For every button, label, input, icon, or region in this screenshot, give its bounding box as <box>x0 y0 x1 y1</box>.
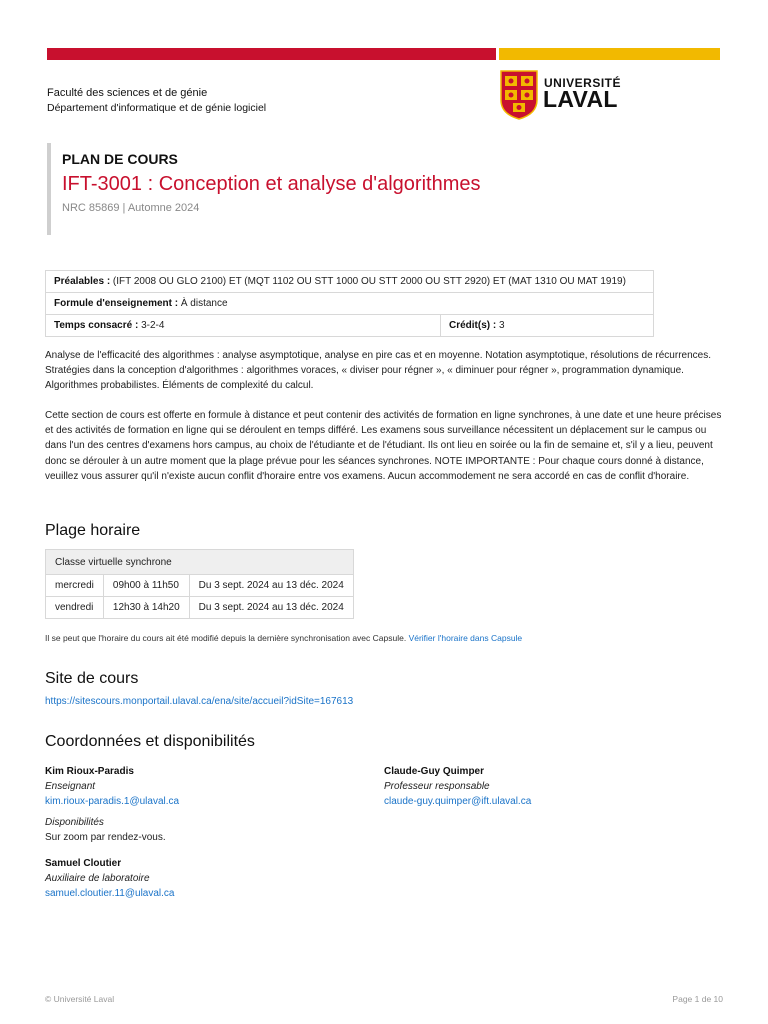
course-site-heading: Site de cours <box>45 670 139 687</box>
prereq-label: Préalables : <box>54 276 111 287</box>
course-site-link[interactable]: https://sitescours.monportail.ulaval.ca/ena/site/accueil?idSite=167613 <box>45 696 354 707</box>
crest-icon <box>500 70 538 120</box>
contact-name: Kim Rioux-Paradis <box>45 766 134 777</box>
schedule-heading: Plage horaire <box>45 522 141 539</box>
course-description: Analyse de l'efficacité des algorithmes : analyse asymptotique, analyse en pire cas et en moyenne. Notation asymptotique, résolutions de récurrences. Stratégies dans la conception d'algorithmes : algorithmes voraces, « diviser pour régner », « diminuer pour régner », programmation dynamique. Algorithmes probabilistes. Éléments de complexité du calcul. <box>45 350 711 392</box>
contact-role: Professeur responsable <box>384 781 490 792</box>
credits-cell <box>441 315 654 337</box>
header-bar-red <box>47 48 496 60</box>
availability-block <box>45 815 166 845</box>
contact-card <box>384 764 531 809</box>
contact-role: Auxiliaire de laboratoire <box>45 873 150 884</box>
contact-card <box>45 764 179 809</box>
schedule-row <box>46 597 354 619</box>
prereq-value: (IFT 2008 OU GLO 2100) ET (MQT 1102 OU STT 1000 OU STT 2000 OU STT 2920) ET (MAT 1310 OU MAT 1919) <box>110 276 626 287</box>
credits-value: 3 <box>496 320 505 331</box>
department-name: Département d'informatique et de génie logiciel <box>47 102 267 114</box>
title-block <box>47 143 662 235</box>
prereq-cell <box>46 271 654 293</box>
course-nrc-term: NRC 85869 | Automne 2024 <box>62 202 200 214</box>
footer-page-number: Page 1 de 10 <box>672 994 723 1004</box>
schedule-dates: Du 3 sept. 2024 au 13 déc. 2024 <box>189 575 353 597</box>
schedule-table-header <box>46 550 354 575</box>
footer-copyright: © Université Laval <box>45 994 115 1004</box>
schedule-day: vendredi <box>46 597 104 619</box>
info-row-temps <box>46 315 654 337</box>
schedule-day: mercredi <box>46 575 104 597</box>
formule-cell <box>46 293 654 315</box>
logo-word-universite: UNIVERSITÉ <box>544 76 622 90</box>
contact-name: Claude-Guy Quimper <box>384 766 485 777</box>
distance-format-notice: Cette section de cours est offerte en formule à distance et peut contenir des activités de formation en ligne synchrones, à une date et une heure précises et des activités de formation en ligne qui se déroulent en temps différé. Les examens sous surveillance nécessitent un déplacement sur le campus ou dans l'un des centres d'examens hors campus, au choix de l'étudiante et de l'étudiant. Ils ont lieu en soirée ou la fin de semaine et, s'il y a lieu, peuvent donc se dérouler à un autre moment que la plage prévue pour les séances synchrones. NOTE IMPORTANTE : Pour chaque cours donné à distance, veuillez vous assurer qu'il n'existe aucun conflit d'horaire entre vos examens. Aucun accommodement ne sera accordé en cas de conflit d'horaire. <box>45 410 722 482</box>
faculty-block <box>47 86 266 116</box>
contacts-heading: Coordonnées et disponibilités <box>45 733 255 750</box>
temps-cell <box>46 315 441 337</box>
contact-role: Enseignant <box>45 781 96 792</box>
formule-label: Formule d'enseignement : <box>54 298 179 309</box>
schedule-note-text: Il se peut que l'horaire du cours ait été modifié depuis la dernière synchronisation avec Capsule. <box>45 633 409 643</box>
university-logo <box>500 70 620 120</box>
schedule-note <box>45 633 522 643</box>
contact-email-link[interactable]: kim.rioux-paradis.1@ulaval.ca <box>45 796 180 807</box>
info-row-prereq <box>46 271 654 293</box>
schedule-table <box>45 549 354 619</box>
header-color-bar <box>47 48 720 60</box>
schedule-time: 09h00 à 11h50 <box>103 575 189 597</box>
schedule-time: 12h30 à 14h20 <box>103 597 189 619</box>
schedule-dates: Du 3 sept. 2024 au 13 déc. 2024 <box>189 597 353 619</box>
schedule-table-title: Classe virtuelle synchrone <box>46 550 354 575</box>
formule-value: À distance <box>178 298 228 309</box>
temps-value: 3-2-4 <box>138 320 165 331</box>
header-bar-gold <box>499 48 720 60</box>
course-info-table <box>45 270 654 337</box>
credits-label: Crédit(s) : <box>449 320 497 331</box>
course-title: IFT-3001 : Conception et analyse d'algorithmes <box>62 173 481 195</box>
availability-label: Disponibilités <box>45 817 104 828</box>
plan-heading: PLAN DE COURS <box>62 151 178 167</box>
verify-schedule-link[interactable]: Vérifier l'horaire dans Capsule <box>408 633 523 643</box>
temps-label: Temps consacré : <box>54 320 139 331</box>
contact-email-link[interactable]: samuel.cloutier.11@ulaval.ca <box>45 888 175 899</box>
contact-name: Samuel Cloutier <box>45 858 122 869</box>
contact-card <box>45 856 174 901</box>
info-row-formule <box>46 293 654 315</box>
faculty-name: Faculté des sciences et de génie <box>47 87 208 99</box>
logo-word-laval: LAVAL <box>543 86 618 112</box>
availability-value: Sur zoom par rendez-vous. <box>45 832 166 843</box>
contact-email-link[interactable]: claude-guy.quimper@ift.ulaval.ca <box>384 796 532 807</box>
schedule-row <box>46 575 354 597</box>
